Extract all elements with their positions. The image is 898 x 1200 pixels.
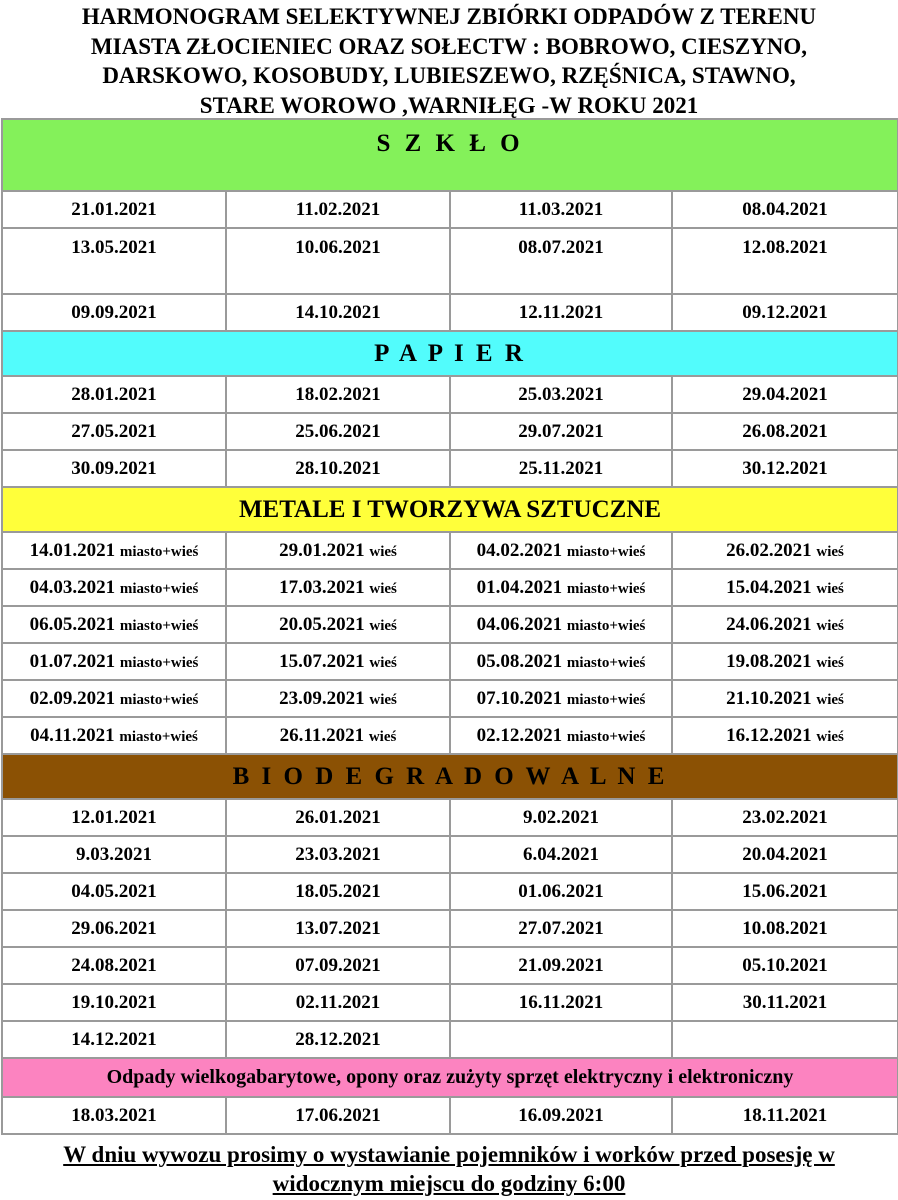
section-header-wielkogabarytowe: Odpady wielkogabarytowe, opony oraz zużyty sprzęt elektryczny i elektroniczny: [2, 1058, 898, 1097]
date-cell: 28.12.2021: [226, 1021, 450, 1058]
date-cell: [672, 569, 898, 606]
date-text: 26.02.2021: [726, 539, 812, 561]
area-text: wieś: [816, 617, 844, 634]
date-cell: [226, 606, 450, 643]
area-text: miasto+wieś: [566, 543, 646, 560]
date-cell: 18.11.2021: [672, 1097, 898, 1134]
date-cell: 10.08.2021: [672, 910, 898, 947]
date-cell: 12.01.2021: [2, 799, 226, 836]
date-text: 24.06.2021: [726, 613, 812, 635]
date-cell: 20.04.2021: [672, 836, 898, 873]
date-cell: 11.02.2021: [226, 191, 450, 228]
date-cell: 14.10.2021: [226, 294, 450, 331]
date-cell: 9.03.2021: [2, 836, 226, 873]
date-cell: 27.05.2021: [2, 413, 226, 450]
area-text: miasto+wieś: [119, 580, 199, 597]
area-text: miasto+wieś: [119, 728, 198, 745]
date-cell: 24.08.2021: [2, 947, 226, 984]
date-cell: 21.01.2021: [2, 191, 226, 228]
date-text: 04.06.2021: [476, 613, 563, 635]
area-text: miasto+wieś: [119, 543, 199, 560]
date-cell: 18.02.2021: [226, 376, 450, 413]
date-cell: 09.09.2021: [2, 294, 226, 331]
date-cell: 28.10.2021: [226, 450, 450, 487]
date-cell: 13.07.2021: [226, 910, 450, 947]
date-cell: 30.09.2021: [2, 450, 226, 487]
date-cell: [2, 680, 226, 717]
area-text: wieś: [816, 691, 844, 708]
date-cell: 19.10.2021: [2, 984, 226, 1021]
date-cell: [2, 532, 226, 569]
date-cell: 23.03.2021: [226, 836, 450, 873]
date-text: 04.03.2021: [29, 576, 116, 598]
title-line: HARMONOGRAM SELEKTYWNEJ ZBIÓRKI ODPADÓW Z TERENU: [81, 4, 817, 29]
area-text: miasto+wieś: [566, 580, 646, 597]
date-cell: 10.06.2021: [226, 228, 450, 294]
date-text: 19.08.2021: [726, 650, 812, 672]
date-cell: [2, 606, 226, 643]
date-cell: 12.11.2021: [450, 294, 672, 331]
page-title: [0, 2, 898, 120]
area-text: wieś: [369, 617, 397, 634]
area-text: wieś: [816, 543, 844, 560]
date-cell: 18.03.2021: [2, 1097, 226, 1134]
date-cell: 16.11.2021: [450, 984, 672, 1021]
date-text: 02.09.2021: [29, 687, 116, 709]
date-cell: [450, 569, 672, 606]
title-line: MIASTA ZŁOCIENIEC ORAZ SOŁECTW : BOBROWO, CIESZYNO,: [90, 33, 808, 59]
date-cell: 25.11.2021: [450, 450, 672, 487]
date-text: 15.04.2021: [726, 576, 812, 598]
date-cell: [226, 680, 450, 717]
date-cell: [672, 532, 898, 569]
date-cell: 07.09.2021: [226, 947, 450, 984]
date-cell: [450, 1021, 672, 1058]
date-cell: 21.09.2021: [450, 947, 672, 984]
date-cell: [672, 606, 898, 643]
date-cell: [226, 569, 450, 606]
date-cell: [672, 1021, 898, 1058]
date-cell: 29.07.2021: [450, 413, 672, 450]
date-cell: 09.12.2021: [672, 294, 898, 331]
area-text: miasto+wieś: [119, 617, 199, 634]
date-cell: [450, 717, 672, 754]
date-text: 06.05.2021: [29, 613, 116, 635]
schedule-table: [1, 118, 898, 1135]
date-cell: 27.07.2021: [450, 910, 672, 947]
date-text: 17.03.2021: [279, 576, 365, 598]
date-text: 07.10.2021: [476, 687, 563, 709]
area-text: miasto+wieś: [119, 691, 199, 708]
section-header-bio: B I O D E G R A D O W A L N E: [2, 754, 898, 799]
area-text: wieś: [369, 691, 397, 708]
date-text: 04.11.2021: [30, 724, 115, 746]
date-cell: [450, 680, 672, 717]
date-text: 02.12.2021: [476, 724, 563, 746]
title-line: DARSKOWO, KOSOBUDY, LUBIESZEWO, RZĘŚNICA, STAWNO,: [102, 63, 796, 88]
date-cell: 28.01.2021: [2, 376, 226, 413]
date-cell: 23.02.2021: [672, 799, 898, 836]
date-text: 01.07.2021: [29, 650, 116, 672]
date-text: 04.02.2021: [476, 539, 563, 561]
date-cell: 16.09.2021: [450, 1097, 672, 1134]
date-cell: 25.03.2021: [450, 376, 672, 413]
date-cell: 14.12.2021: [2, 1021, 226, 1058]
title-line: STARE WOROWO ,WARNIŁĘG -W ROKU 2021: [199, 92, 699, 118]
footer-line: widocznym miejscu do godziny 6:00: [272, 1171, 626, 1196]
date-text: 05.08.2021: [476, 650, 563, 672]
date-cell: [672, 717, 898, 754]
area-text: wieś: [369, 580, 397, 597]
area-text: wieś: [369, 654, 397, 671]
date-cell: 9.02.2021: [450, 799, 672, 836]
date-cell: 12.08.2021: [672, 228, 898, 294]
date-text: 26.11.2021: [279, 724, 365, 746]
date-cell: [2, 569, 226, 606]
date-cell: 18.05.2021: [226, 873, 450, 910]
date-text: 15.07.2021: [279, 650, 365, 672]
date-text: 21.10.2021: [726, 687, 812, 709]
date-text: 29.01.2021: [279, 539, 365, 561]
date-text: 14.01.2021: [29, 539, 116, 561]
area-text: wieś: [368, 728, 397, 745]
date-cell: [226, 717, 450, 754]
date-text: 01.04.2021: [476, 576, 563, 598]
area-text: wieś: [369, 543, 397, 560]
date-cell: 05.10.2021: [672, 947, 898, 984]
date-text: 16.12.2021: [726, 724, 812, 746]
date-cell: 30.12.2021: [672, 450, 898, 487]
area-text: wieś: [816, 728, 844, 745]
date-cell: 30.11.2021: [672, 984, 898, 1021]
footer-note: [0, 1140, 898, 1198]
date-cell: 25.06.2021: [226, 413, 450, 450]
date-cell: 13.05.2021: [2, 228, 226, 294]
date-cell: 26.01.2021: [226, 799, 450, 836]
section-header-szklo: S Z K Ł O: [2, 119, 898, 191]
date-cell: 04.05.2021: [2, 873, 226, 910]
area-text: wieś: [816, 580, 844, 597]
date-cell: 11.03.2021: [450, 191, 672, 228]
date-cell: 08.04.2021: [672, 191, 898, 228]
area-text: miasto+wieś: [566, 728, 646, 745]
date-cell: 08.07.2021: [450, 228, 672, 294]
area-text: miasto+wieś: [566, 617, 646, 634]
date-cell: 29.06.2021: [2, 910, 226, 947]
section-header-papier: P A P I E R: [2, 331, 898, 376]
area-text: miasto+wieś: [566, 654, 646, 671]
section-header-metale: METALE I TWORZYWA SZTUCZNE: [2, 487, 898, 532]
area-text: wieś: [816, 654, 844, 671]
date-text: 23.09.2021: [279, 687, 365, 709]
area-text: miasto+wieś: [119, 654, 199, 671]
date-cell: 17.06.2021: [226, 1097, 450, 1134]
date-cell: [450, 532, 672, 569]
footer-line: W dniu wywozu prosimy o wystawianie pojemników i worków przed posesję w: [63, 1142, 835, 1167]
date-cell: [226, 532, 450, 569]
date-cell: [450, 606, 672, 643]
date-cell: 01.06.2021: [450, 873, 672, 910]
date-cell: [450, 643, 672, 680]
date-cell: [226, 643, 450, 680]
date-cell: 15.06.2021: [672, 873, 898, 910]
date-cell: [2, 717, 226, 754]
date-cell: 02.11.2021: [226, 984, 450, 1021]
date-cell: [672, 680, 898, 717]
date-cell: [672, 643, 898, 680]
date-cell: 6.04.2021: [450, 836, 672, 873]
date-cell: 26.08.2021: [672, 413, 898, 450]
area-text: miasto+wieś: [566, 691, 646, 708]
date-text: 20.05.2021: [279, 613, 365, 635]
date-cell: 29.04.2021: [672, 376, 898, 413]
date-cell: [2, 643, 226, 680]
